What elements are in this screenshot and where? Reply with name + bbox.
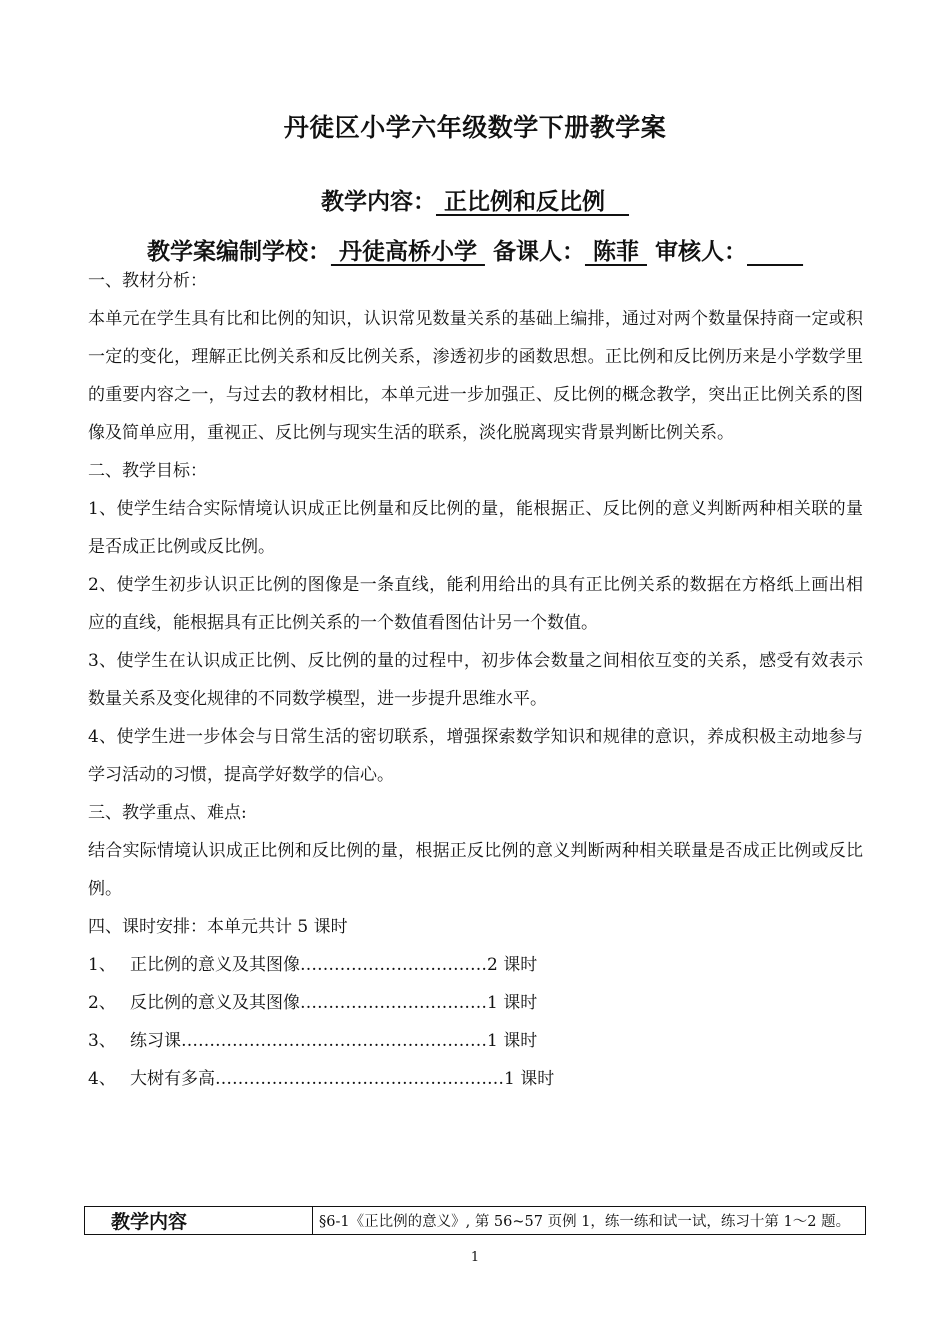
document-body: [88, 262, 863, 1098]
page-title: 丹徒区小学六年级数学下册教学案: [283, 113, 667, 142]
goal-item: 3、使学生在认识成正比例、反比例的量的过程中，初步体会数量之间相依互变的关系，感受有效表示数量关系及变化规律的不同数学模型，进一步提升思维水平。: [88, 651, 863, 709]
schedule-item: [88, 1022, 863, 1060]
lesson-content-table: [84, 1206, 866, 1235]
goals-heading: 二、教学目标：: [88, 461, 207, 481]
table-row: [85, 1207, 866, 1235]
schedule-item: [88, 946, 863, 984]
preparer-value: 陈菲: [584, 239, 647, 265]
table-value-cell: §6-1《正比例的意义》, 第 56~57 页例 1，练一练和试一试，练习十第 1～2 题。: [313, 1207, 866, 1235]
table-label-cell: 教学内容: [85, 1207, 313, 1235]
schedule-item-number: 4、: [88, 1069, 116, 1089]
teaching-content-line: [0, 183, 950, 216]
schedule-item-number: 3、: [88, 1031, 116, 1051]
schedule-item-text: 大树有多高……………………………………………1 课时: [130, 1069, 555, 1089]
schedule-item-number: 1、: [88, 955, 116, 975]
schedule-item-number: 2、: [88, 993, 116, 1013]
schedule-item-text: 练习课………………………………………………1 课时: [130, 1031, 538, 1051]
content-label: 教学内容：: [320, 189, 436, 215]
school-value: 丹徒高桥小学: [330, 239, 485, 265]
schedule-item-text: 反比例的意义及其图像……………………………1 课时: [130, 993, 538, 1013]
content-value: 正比例和反比例: [435, 189, 630, 215]
page-number: 1: [470, 1250, 480, 1265]
schedule-heading: 四、课时安排：本单元共计 5 课时: [88, 917, 348, 937]
goal-item: 1、使学生结合实际情境认识成正比例量和反比例的量，能根据正、反比例的意义判断两种相关联的量是否成正比例或反比例。: [88, 499, 863, 557]
key-points-heading: 三、教学重点、难点:: [88, 803, 247, 823]
key-points-paragraph: 结合实际情境认识成正比例和反比例的量，根据正反比例的意义判断两种相关联量是否成正比例或反比例。: [88, 841, 863, 899]
preparer-label: 备课人：: [492, 239, 585, 265]
schedule-item: [88, 1060, 863, 1098]
schedule-item: [88, 984, 863, 1022]
goal-item: 4、使学生进一步体会与日常生活的密切联系，增强探索数学知识和规律的意识，养成积极主动地参与学习活动的习惯，提高学好数学的信心。: [88, 727, 863, 785]
schedule-item-text: 正比例的意义及其图像……………………………2 课时: [130, 955, 538, 975]
school-label: 教学案编制学校：: [146, 239, 331, 265]
reviewer-label: 审核人：: [655, 239, 747, 265]
goal-item: 2、使学生初步认识正比例的图像是一条直线，能利用给出的具有正比例关系的数据在方格纸上画出相应的直线，能根据具有正比例关系的一个数值看图估计另一个数值。: [88, 575, 863, 633]
analysis-paragraph: 本单元在学生具有比和比例的知识，认识常见数量关系的基础上编排，通过对两个数量保持商一定或积一定的变化，理解正比例关系和反比例关系，渗透初步的函数思想。正比例和反比例历来是小学数学里的重要内容之一，与过去的教材相比，本单元进一步加强正、反比例的概念教学，突出正比例关系的图像及简单应用，重视正、反比例与现实生活的联系，淡化脱离现实背景判断比例关系。: [88, 309, 863, 443]
analysis-heading: 一、教材分析：: [88, 271, 207, 291]
